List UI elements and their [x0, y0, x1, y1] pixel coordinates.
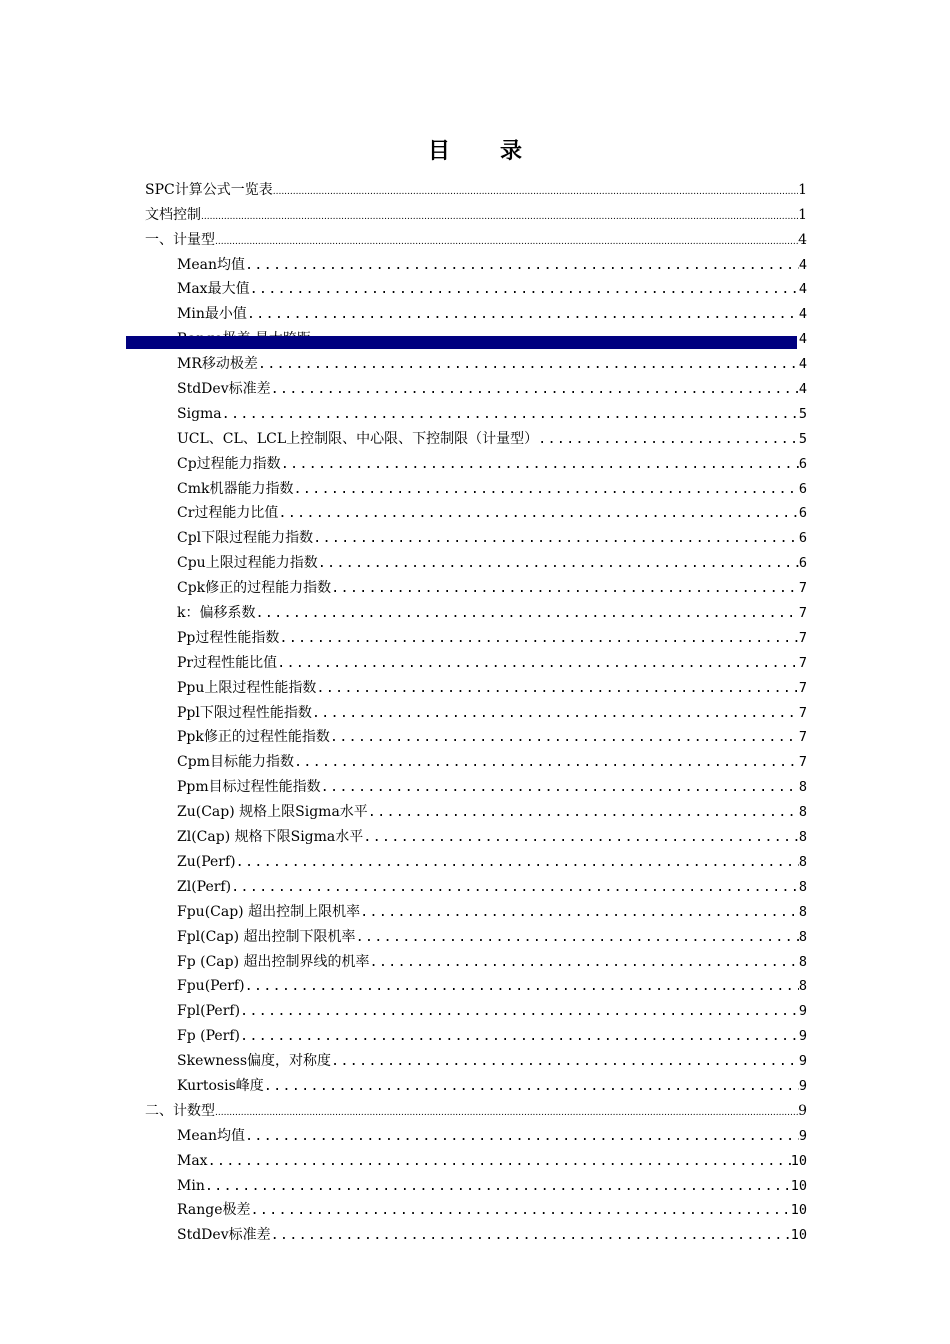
toc-entry-page-number: 7 — [798, 729, 807, 746]
toc-dot-leader — [321, 778, 799, 796]
toc-dot-leader — [316, 679, 798, 697]
toc-dot-leader — [240, 1027, 799, 1045]
toc-entry[interactable] — [145, 1145, 807, 1170]
toc-dot-leader — [331, 1052, 799, 1070]
toc-dot-leader — [236, 853, 799, 871]
toc-dot-leader — [281, 455, 799, 473]
toc-title: 目 录 — [427, 138, 536, 164]
toc-entry-label: StdDev标准差 — [177, 381, 271, 398]
toc-dot-leader — [250, 280, 799, 298]
toc-dot-leader — [215, 235, 798, 249]
toc-entry-label: Fpu(Perf) — [177, 978, 245, 995]
toc-dot-leader — [258, 355, 799, 373]
toc-dot-leader — [360, 903, 799, 921]
toc-entry-page-number: 8 — [798, 978, 807, 995]
toc-entry-label: Zl(Cap) 规格下限Sigma水平 — [177, 829, 364, 846]
toc-entry-page-number: 6 — [798, 555, 807, 572]
toc-entry[interactable] — [145, 1120, 807, 1145]
toc-entry-label: Min — [177, 1177, 205, 1194]
toc-entry[interactable] — [145, 622, 807, 647]
toc-dot-leader — [277, 654, 799, 672]
toc-entry-page-number: 9 — [798, 1127, 807, 1144]
toc-entry[interactable] — [145, 1170, 807, 1195]
toc-dot-leader — [205, 1177, 791, 1195]
toc-entry-label: Sigma — [177, 405, 222, 422]
toc-entry-page-number: 6 — [798, 480, 807, 497]
toc-entry-page-number: 1 — [798, 206, 807, 223]
toc-entry-label: Ppu上限过程性能指数 — [177, 679, 317, 696]
toc-entry-label: Max最大值 — [177, 281, 250, 298]
toc-dot-leader — [231, 878, 799, 896]
toc-entry-page-number: 7 — [798, 580, 807, 597]
toc-entry[interactable] — [145, 871, 807, 896]
toc-entry-label: Cp过程能力指数 — [177, 455, 281, 472]
toc-entry[interactable] — [145, 1219, 807, 1244]
toc-dot-leader — [363, 828, 799, 846]
toc-dot-leader — [368, 803, 799, 821]
toc-entry-page-number: 8 — [798, 928, 807, 945]
toc-entry[interactable] — [145, 373, 807, 398]
toc-entry-page-number: 8 — [798, 878, 807, 895]
toc-entry[interactable] — [145, 971, 807, 996]
toc-entry[interactable] — [145, 398, 807, 423]
toc-dot-leader — [356, 928, 799, 946]
toc-entry-label: Zl(Perf) — [177, 878, 232, 895]
toc-entry[interactable] — [145, 174, 807, 199]
toc-entry-page-number: 10 — [790, 1177, 807, 1194]
toc-dot-leader — [331, 579, 799, 597]
toc-dot-leader — [215, 1106, 798, 1120]
toc-entry-page-number: 6 — [798, 530, 807, 547]
toc-entry-page-number: 7 — [798, 754, 807, 771]
toc-entry-page-number: 4 — [798, 381, 807, 398]
toc-entry-page-number: 7 — [798, 654, 807, 671]
toc-entry-page-number: 7 — [798, 629, 807, 646]
toc-entry-page-number: 10 — [790, 1152, 807, 1169]
toc-entry[interactable] — [145, 224, 807, 249]
toc-dot-leader — [312, 704, 799, 722]
toc-entry-page-number: 10 — [790, 1202, 807, 1219]
toc-entry[interactable] — [145, 697, 807, 722]
toc-entry[interactable] — [145, 274, 807, 299]
toc-entry-page-number: 8 — [798, 953, 807, 970]
toc-dot-leader — [273, 185, 798, 199]
toc-entry-label: Fpl(Perf) — [177, 1003, 241, 1020]
toc-entry-page-number: 4 — [798, 331, 807, 348]
toc-entry-page-number: 7 — [798, 679, 807, 696]
toc-entry-page-number: 4 — [798, 306, 807, 323]
toc-entry-page-number: 4 — [798, 356, 807, 373]
selection-highlight-bar — [126, 336, 797, 349]
toc-dot-leader — [222, 405, 799, 423]
toc-entry-label: Cpl下限过程能力指数 — [177, 530, 314, 547]
toc-entry-label: Zu(Cap) 规格上限Sigma水平 — [177, 804, 368, 821]
toc-entry-label: Min最小值 — [177, 306, 247, 323]
toc-entry-page-number: 1 — [798, 181, 807, 198]
toc-entry-page-number: 4 — [798, 281, 807, 298]
toc-entry-label: Skewness偏度，对称度 — [177, 1053, 332, 1070]
toc-entry[interactable] — [145, 473, 807, 498]
toc-entry[interactable] — [145, 796, 807, 821]
toc-entry-label: UCL、CL、LCL上控制限、中心限、下控制限（计量型） — [177, 430, 539, 447]
toc-dot-leader — [370, 953, 799, 971]
toc-entry-label: Fp (Cap) 超出控制界线的机率 — [177, 953, 370, 970]
toc-entry[interactable] — [145, 846, 807, 871]
toc-entry[interactable] — [145, 547, 807, 572]
toc-entry-page-number: 7 — [798, 704, 807, 721]
toc-entry-label: 一、计量型 — [145, 231, 215, 248]
toc-entry-label: Pr过程性能比值 — [177, 654, 278, 671]
toc-dot-leader — [313, 529, 799, 547]
toc-entry-label: k：偏移系数 — [177, 605, 256, 622]
toc-entry-label: Cr过程能力比值 — [177, 505, 279, 522]
toc-entry[interactable] — [145, 647, 807, 672]
toc-entry[interactable] — [145, 498, 807, 523]
toc-entry-label: Fp (Perf) — [177, 1028, 240, 1045]
toc-entry[interactable] — [145, 722, 807, 747]
toc-dot-leader — [538, 430, 799, 448]
toc-entry-page-number: 9 — [798, 1102, 807, 1119]
toc-entry-page-number: 6 — [798, 505, 807, 522]
toc-dot-leader — [294, 753, 799, 771]
toc-dot-leader — [279, 629, 798, 647]
toc-entry[interactable] — [145, 298, 807, 323]
toc-entry-page-number: 9 — [798, 1053, 807, 1070]
toc-entry[interactable] — [145, 348, 807, 373]
toc-entry[interactable] — [145, 597, 807, 622]
toc-entry-page-number: 5 — [798, 405, 807, 422]
toc-entry[interactable] — [145, 249, 807, 274]
toc-entry-page-number: 8 — [798, 853, 807, 870]
toc-entry[interactable] — [145, 1070, 807, 1095]
toc-entry[interactable] — [145, 423, 807, 448]
toc-entry-page-number: 8 — [798, 779, 807, 796]
toc-dot-leader — [271, 380, 799, 398]
toc-dot-leader — [247, 305, 799, 323]
toc-entry-page-number: 7 — [798, 605, 807, 622]
toc-entry-page-number: 8 — [798, 903, 807, 920]
toc-entry-label: Fpl(Cap) 超出控制下限机率 — [177, 928, 356, 945]
toc-entry-label: 二、计数型 — [145, 1102, 215, 1119]
toc-entry[interactable] — [145, 946, 807, 971]
toc-entry-label: Zu(Perf) — [177, 853, 236, 870]
toc-entry-page-number: 9 — [798, 1003, 807, 1020]
toc-entry-label: Fpu(Cap) 超出控制上限机率 — [177, 903, 361, 920]
toc-entry-page-number: 4 — [798, 231, 807, 248]
toc-entry-label: Max — [177, 1152, 208, 1169]
toc-dot-leader — [245, 977, 799, 995]
toc-entry[interactable] — [145, 821, 807, 846]
toc-entry-label: Mean均值 — [177, 256, 245, 273]
toc-dot-leader — [255, 604, 798, 622]
toc-entry-label: SPC计算公式一览表 — [145, 181, 273, 198]
toc-entry-label: Cpm目标能力指数 — [177, 754, 294, 771]
toc-entry[interactable] — [145, 1195, 807, 1220]
toc-entry-label: Ppm目标过程性能指数 — [177, 779, 321, 796]
toc-entry-page-number: 9 — [798, 1028, 807, 1045]
toc-entry-page-number: 6 — [798, 455, 807, 472]
toc-dot-leader — [245, 1127, 799, 1145]
toc-entry-label: Kurtosis峰度 — [177, 1077, 264, 1094]
toc-entry[interactable] — [145, 522, 807, 547]
toc-entry-page-number: 4 — [798, 256, 807, 273]
toc-entry-label: StdDev标准差 — [177, 1227, 271, 1244]
toc-entry[interactable] — [145, 1020, 807, 1045]
toc-entry-page-number: 5 — [798, 430, 807, 447]
toc-entry-page-number: 9 — [798, 1077, 807, 1094]
toc-entry-label: Pp过程性能指数 — [177, 629, 280, 646]
toc-entry[interactable] — [145, 199, 807, 224]
toc-dot-leader — [201, 210, 798, 224]
toc-entry[interactable] — [145, 746, 807, 771]
toc-dot-leader — [208, 1152, 791, 1170]
toc-entry-page-number: 8 — [798, 829, 807, 846]
toc-entry-label: Ppl下限过程性能指数 — [177, 704, 312, 721]
toc-dot-leader — [271, 1226, 791, 1244]
toc-entry[interactable] — [145, 771, 807, 796]
toc-entry-label: Ppk修正的过程性能指数 — [177, 729, 330, 746]
toc-list — [145, 174, 807, 1244]
toc-entry[interactable] — [145, 672, 807, 697]
toc-entry[interactable] — [145, 896, 807, 921]
toc-entry-label: Cpk修正的过程能力指数 — [177, 580, 332, 597]
toc-entry-label: Mean均值 — [177, 1127, 245, 1144]
toc-entry[interactable] — [145, 1045, 807, 1070]
toc-entry-label: Cmk机器能力指数 — [177, 480, 294, 497]
toc-entry[interactable] — [145, 572, 807, 597]
toc-dot-leader — [250, 1201, 790, 1219]
toc-entry[interactable] — [145, 921, 807, 946]
toc-dot-leader — [318, 554, 799, 572]
toc-dot-leader — [330, 728, 799, 746]
toc-dot-leader — [293, 480, 798, 498]
toc-dot-leader — [240, 1002, 799, 1020]
toc-entry-page-number: 8 — [798, 804, 807, 821]
toc-entry-label: Range极差 — [177, 1202, 251, 1219]
toc-entry-label: 文档控制 — [145, 206, 201, 223]
toc-dot-leader — [278, 504, 798, 522]
toc-dot-leader — [264, 1077, 799, 1095]
toc-entry[interactable] — [145, 448, 807, 473]
toc-entry-label: Cpu上限过程能力指数 — [177, 555, 318, 572]
toc-entry-label: MR移动极差 — [177, 356, 258, 373]
toc-entry[interactable] — [145, 1095, 807, 1120]
toc-dot-leader — [245, 256, 799, 274]
toc-entry[interactable] — [145, 995, 807, 1020]
toc-entry-page-number: 10 — [790, 1227, 807, 1244]
